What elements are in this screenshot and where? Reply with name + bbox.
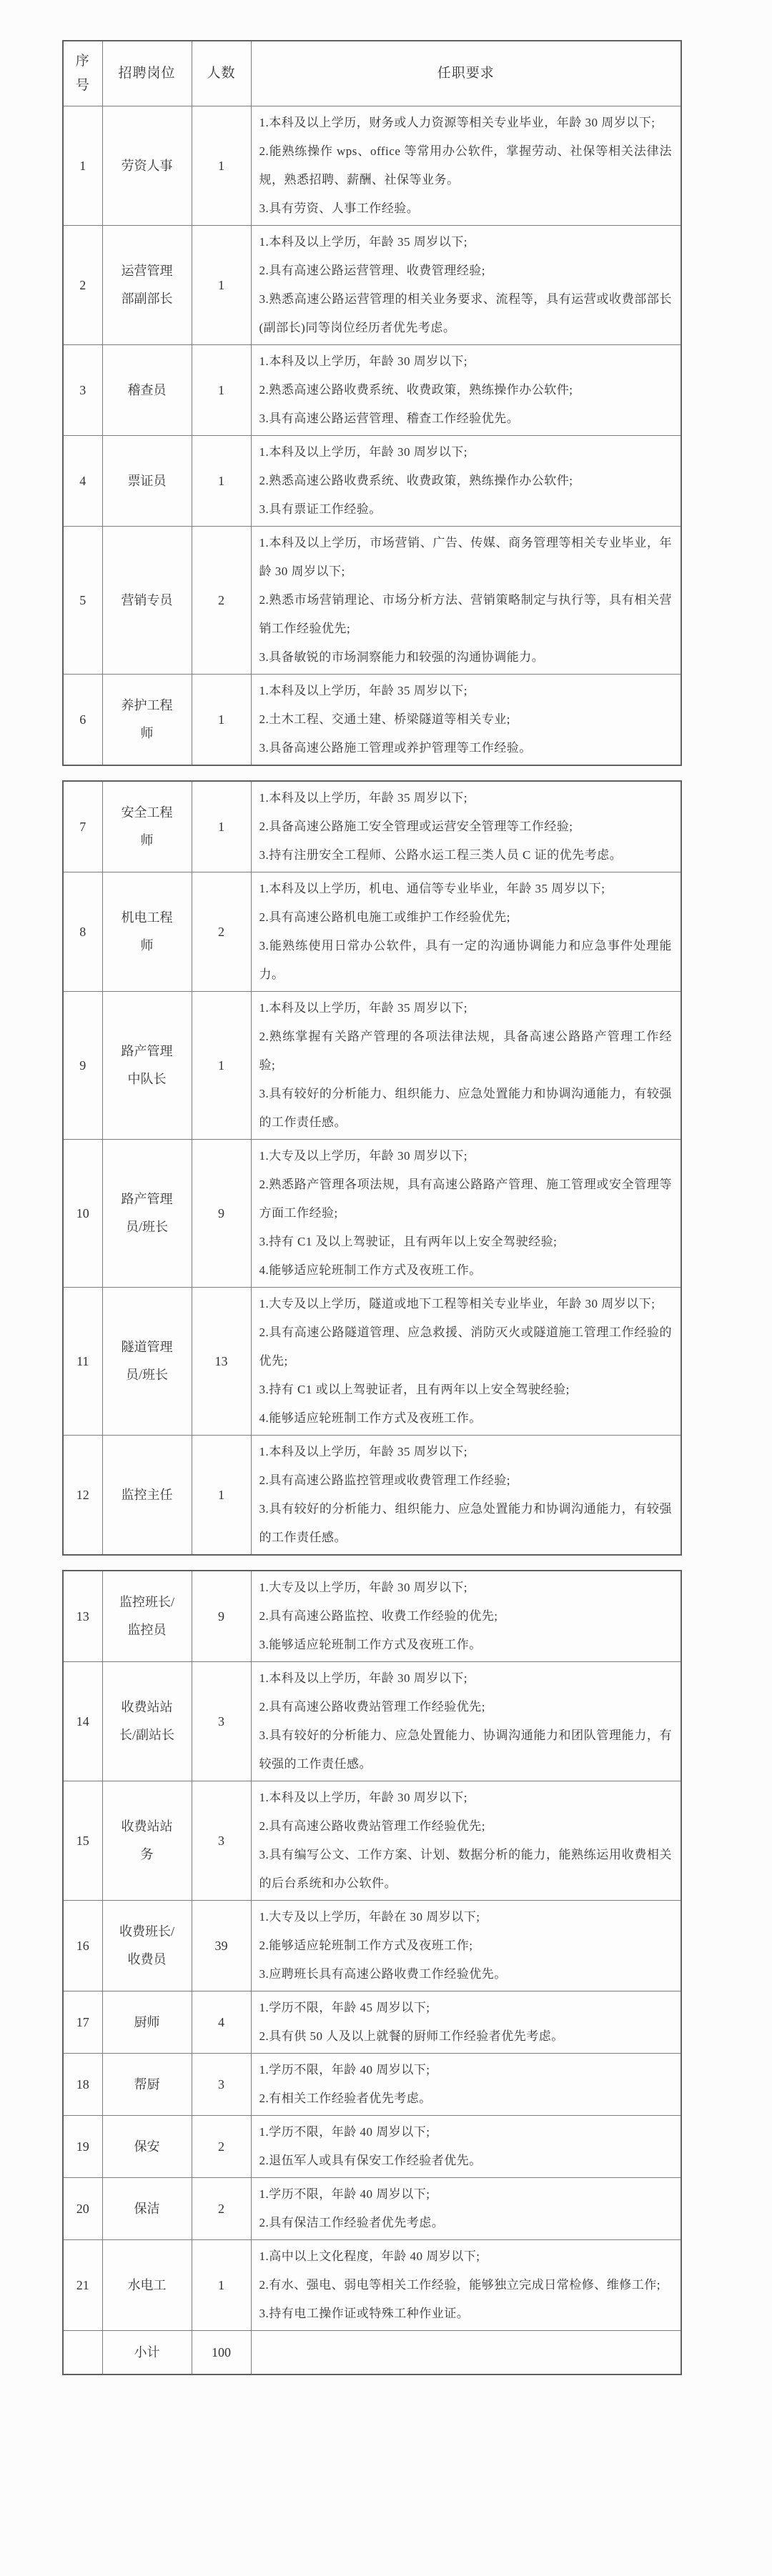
row-requirements-cell	[251, 675, 681, 766]
requirement-item: 4.能够适应轮班制工作方式及夜班工作。	[259, 1411, 482, 1425]
requirement-item: 1.学历不限，年龄 40 周岁以下;	[259, 2187, 430, 2201]
row-serial-number: 10	[63, 1140, 102, 1288]
requirement-item: 2.具有高速公路收费站管理工作经验优先;	[259, 1819, 485, 1833]
requirement-item: 1.本科及以上学历，年龄 35 周岁以下;	[259, 684, 467, 697]
row-position: 票证员	[102, 436, 192, 527]
row-headcount: 3	[192, 1781, 251, 1901]
requirement-item: 3.具备高速公路施工管理或养护管理等工作经验。	[259, 741, 532, 755]
row-requirements-cell	[251, 1436, 681, 1556]
row-requirements-cell	[251, 1288, 681, 1436]
requirement-item: 1.本科及以上学历，年龄 30 周岁以下;	[259, 1791, 467, 1804]
row-requirements-cell	[251, 2054, 681, 2116]
subtotal-label: 小计	[102, 2331, 192, 2375]
requirement-item: 2.具有供 50 人及以上就餐的厨师工作经验者优先考虑。	[259, 2029, 564, 2043]
requirement-item: 1.大专及以上学历，年龄 30 周岁以下;	[259, 1149, 467, 1163]
table-row	[63, 1901, 681, 1991]
row-headcount: 3	[192, 1662, 251, 1781]
row-requirements-cell	[251, 872, 681, 992]
requirement-item: 3.具有高速公路运营管理、稽查工作经验优先。	[259, 412, 520, 425]
table-header	[63, 41, 681, 106]
subtotal-row	[63, 2331, 681, 2375]
table-row	[63, 1662, 681, 1781]
requirement-item: 2.有水、强电、弱电等相关工作经验，能够独立完成日常检修、维修工作;	[259, 2278, 660, 2292]
row-serial-number: 9	[63, 992, 102, 1140]
row-position: 水电工	[102, 2240, 192, 2331]
requirement-item: 3.具有编写公文、工作方案、计划、数据分析的能力，能熟练运用收费相关的后台系统和办公软件。	[259, 1848, 672, 1890]
row-requirements-cell	[251, 1991, 681, 2054]
row-position: 保洁	[102, 2178, 192, 2240]
requirement-item: 2.具有高速公路收费站管理工作经验优先;	[259, 1700, 485, 1714]
table-row	[63, 675, 681, 766]
row-serial-number: 17	[63, 1991, 102, 2054]
requirement-item: 3.能熟练使用日常办公软件，具有一定的沟通协调能力和应急事件处理能力。	[259, 939, 672, 981]
table-body-section-1	[63, 106, 681, 766]
requirement-item: 1.本科及以上学历，年龄 35 周岁以下;	[259, 1001, 467, 1015]
row-serial-number: 2	[63, 226, 102, 345]
header-row	[63, 41, 681, 106]
row-requirements-cell	[251, 106, 681, 226]
row-position: 路产管理中队长	[102, 992, 192, 1140]
row-serial-number: 7	[63, 781, 102, 872]
requirement-item: 2.退伍军人或具有保安工作经验者优先。	[259, 2154, 482, 2167]
row-headcount: 2	[192, 2116, 251, 2178]
row-position: 帮厨	[102, 2054, 192, 2116]
requirement-item: 2.具有高速公路运营管理、收费管理经验;	[259, 264, 485, 277]
row-headcount: 9	[192, 1571, 251, 1662]
requirement-item: 2.有相关工作经验者优先考虑。	[259, 2092, 432, 2105]
row-position: 劳资人事	[102, 106, 192, 226]
requirement-item: 2.熟悉高速公路收费系统、收费政策，熟练操作办公软件;	[259, 383, 573, 397]
row-headcount: 39	[192, 1901, 251, 1991]
row-headcount: 1	[192, 1436, 251, 1556]
row-headcount: 1	[192, 345, 251, 436]
table-row	[63, 872, 681, 992]
row-position: 安全工程师	[102, 781, 192, 872]
requirement-item: 2.熟悉市场营销理论、市场分析方法、营销策略制定与执行等，具有相关营销工作经验优先;	[259, 593, 672, 635]
row-serial-number: 11	[63, 1288, 102, 1436]
table-row	[63, 1288, 681, 1436]
row-position: 稽查员	[102, 345, 192, 436]
requirement-item: 3.具有票证工作经验。	[259, 502, 382, 516]
requirement-item: 1.本科及以上学历，年龄 35 周岁以下;	[259, 235, 467, 249]
row-headcount: 1	[192, 675, 251, 766]
header-serial-number: 序号	[63, 41, 102, 106]
requirement-item: 1.本科及以上学历，年龄 30 周岁以下;	[259, 445, 467, 459]
table-row	[63, 1991, 681, 2054]
requirement-item: 1.本科及以上学历，年龄 35 周岁以下;	[259, 791, 467, 805]
header-requirements: 任职要求	[251, 41, 681, 106]
row-serial-number: 18	[63, 2054, 102, 2116]
requirement-item: 2.土木工程、交通土建、桥梁隧道等相关专业;	[259, 712, 510, 726]
requirement-item: 2.熟悉路产管理各项法规，具有高速公路路产管理、施工管理或安全管理等方面工作经验;	[259, 1178, 672, 1220]
requirement-item: 2.具有保洁工作经验者优先考虑。	[259, 2216, 445, 2229]
requirement-item: 1.本科及以上学历，财务或人力资源等相关专业毕业，年龄 30 周岁以下;	[259, 116, 655, 129]
row-serial-number: 15	[63, 1781, 102, 1901]
row-serial-number: 5	[63, 527, 102, 675]
row-position: 保安	[102, 2116, 192, 2178]
table-row	[63, 1140, 681, 1288]
row-headcount: 1	[192, 106, 251, 226]
requirement-item: 1.本科及以上学历，年龄 35 周岁以下;	[259, 1445, 467, 1458]
row-serial-number: 16	[63, 1901, 102, 1991]
row-headcount: 1	[192, 226, 251, 345]
requirement-item: 4.能够适应轮班制工作方式及夜班工作。	[259, 1263, 482, 1277]
table-row	[63, 1436, 681, 1556]
row-requirements-cell	[251, 345, 681, 436]
header-position: 招聘岗位	[102, 41, 192, 106]
row-position: 隧道管理员/班长	[102, 1288, 192, 1436]
requirement-item: 3.具有较好的分析能力、组织能力、应急处置能力和协调沟通能力，有较强的工作责任感。	[259, 1502, 672, 1544]
row-headcount: 13	[192, 1288, 251, 1436]
row-position: 监控班长/监控员	[102, 1571, 192, 1662]
row-requirements-cell	[251, 1901, 681, 1991]
requirement-item: 2.熟悉高速公路收费系统、收费政策，熟练操作办公软件;	[259, 474, 573, 487]
requirement-item: 3.持有注册安全工程师、公路水运工程三类人员 C 证的优先考虑。	[259, 848, 623, 862]
table-footer	[63, 2331, 681, 2375]
row-serial-number: 8	[63, 872, 102, 992]
requirement-item: 3.具有较好的分析能力、组织能力、应急处置能力和协调沟通能力，有较强的工作责任感。	[259, 1087, 672, 1129]
row-requirements-cell	[251, 1140, 681, 1288]
requirement-item: 1.大专及以上学历，隧道或地下工程等相关专业毕业，年龄 30 周岁以下;	[259, 1297, 655, 1311]
table-row	[63, 992, 681, 1140]
requirement-item: 3.持有 C1 或以上驾驶证者，且有两年以上安全驾驶经验;	[259, 1383, 570, 1396]
row-serial-number: 21	[63, 2240, 102, 2331]
table-row	[63, 527, 681, 675]
row-position: 养护工程师	[102, 675, 192, 766]
requirement-item: 2.具有高速公路监控管理或收费管理工作经验;	[259, 1473, 510, 1487]
row-requirements-cell	[251, 2240, 681, 2331]
requirement-item: 3.应聘班长具有高速公路收费工作经验优先。	[259, 1967, 507, 1981]
requirement-item: 1.大专及以上学历，年龄在 30 周岁以下;	[259, 1910, 480, 1924]
row-requirements-cell	[251, 527, 681, 675]
requirement-item: 2.能熟练操作 wps、office 等常用办公软件，掌握劳动、社保等相关法律法规，熟悉招聘、薪酬、社保等业务。	[259, 144, 672, 187]
requirement-item: 1.本科及以上学历，机电、通信等专业毕业，年龄 35 周岁以下;	[259, 882, 605, 895]
table-body-section-2	[63, 781, 681, 1555]
row-requirements-cell	[251, 436, 681, 527]
row-headcount: 9	[192, 1140, 251, 1288]
requirement-item: 3.持有 C1 及以上驾驶证，且有两年以上安全驾驶经验;	[259, 1235, 558, 1248]
row-position: 收费站站务	[102, 1781, 192, 1901]
table-body-section-3	[63, 1571, 681, 2331]
row-position: 运营管理部副部长	[102, 226, 192, 345]
row-serial-number: 12	[63, 1436, 102, 1556]
table-row	[63, 436, 681, 527]
table-row	[63, 106, 681, 226]
row-headcount: 1	[192, 781, 251, 872]
table-row	[63, 781, 681, 872]
requirement-item: 2.具有高速公路隧道管理、应急救援、消防灭火或隧道施工管理工作经验的优先;	[259, 1326, 672, 1368]
row-serial-number: 4	[63, 436, 102, 527]
table-row	[63, 2116, 681, 2178]
row-position: 收费站站长/副站长	[102, 1662, 192, 1781]
row-serial-number: 13	[63, 1571, 102, 1662]
row-requirements-cell	[251, 1781, 681, 1901]
subtotal-requirements-cell	[251, 2331, 681, 2375]
row-headcount: 3	[192, 2054, 251, 2116]
row-requirements-cell	[251, 781, 681, 872]
requirement-item: 3.具备敏锐的市场洞察能力和较强的沟通协调能力。	[259, 650, 545, 664]
header-headcount: 人数	[192, 41, 251, 106]
requirement-item: 2.能够适应轮班制工作方式及夜班工作;	[259, 1939, 473, 1952]
requirement-item: 1.大专及以上学历，年龄 30 周岁以下;	[259, 1581, 467, 1594]
row-requirements-cell	[251, 2178, 681, 2240]
job-table-part-3	[62, 1570, 682, 2375]
row-requirements-cell	[251, 1571, 681, 1662]
row-headcount: 1	[192, 992, 251, 1140]
requirement-item: 1.学历不限，年龄 40 周岁以下;	[259, 2125, 430, 2139]
requirement-item: 3.能够适应轮班制工作方式及夜班工作。	[259, 1638, 482, 1651]
row-serial-number: 1	[63, 106, 102, 226]
job-table-part-1	[62, 40, 682, 766]
row-position: 营销专员	[102, 527, 192, 675]
requirement-item: 1.学历不限，年龄 40 周岁以下;	[259, 2063, 430, 2077]
row-headcount: 4	[192, 1991, 251, 2054]
row-headcount: 1	[192, 436, 251, 527]
row-headcount: 2	[192, 872, 251, 992]
table-row	[63, 2240, 681, 2331]
row-position: 收费班长/收费员	[102, 1901, 192, 1991]
row-serial-number: 3	[63, 345, 102, 436]
requirement-item: 2.具备高速公路施工安全管理或运营安全管理等工作经验;	[259, 820, 573, 833]
row-position: 监控主任	[102, 1436, 192, 1556]
subtotal-serial-cell	[63, 2331, 102, 2375]
subtotal-headcount: 100	[192, 2331, 251, 2375]
requirement-item: 3.具有较好的分析能力、应急处置能力、协调沟通能力和团队管理能力，有较强的工作责任感。	[259, 1729, 672, 1771]
table-row	[63, 1571, 681, 1662]
row-position: 路产管理员/班长	[102, 1140, 192, 1288]
table-row	[63, 1781, 681, 1901]
job-table-part-2	[62, 780, 682, 1556]
requirement-item: 2.熟练掌握有关路产管理的各项法律法规，具备高速公路路产管理工作经验;	[259, 1030, 672, 1072]
row-headcount: 1	[192, 2240, 251, 2331]
row-requirements-cell	[251, 1662, 681, 1781]
row-requirements-cell	[251, 992, 681, 1140]
row-position: 机电工程师	[102, 872, 192, 992]
table-row	[63, 345, 681, 436]
row-headcount: 2	[192, 2178, 251, 2240]
requirement-item: 1.本科及以上学历，年龄 30 周岁以下;	[259, 354, 467, 368]
requirement-item: 2.具有高速公路机电施工或维护工作经验优先;	[259, 910, 510, 924]
requirement-item: 2.具有高速公路监控、收费工作经验的优先;	[259, 1609, 498, 1623]
requirement-item: 3.持有电工操作证或特殊工种作业证。	[259, 2307, 470, 2320]
table-row	[63, 226, 681, 345]
requirement-item: 1.学历不限，年龄 45 周岁以下;	[259, 2001, 430, 2014]
row-position: 厨师	[102, 1991, 192, 2054]
requirement-item: 3.熟悉高速公路运营管理的相关业务要求、流程等，具有运营或收费部部长(副部长)同等岗位经历者优先考虑。	[259, 292, 672, 334]
requirement-item: 3.具有劳资、人事工作经验。	[259, 202, 420, 215]
requirement-item: 1.本科及以上学历，市场营销、广告、传媒、商务管理等相关专业毕业，年龄 30 周岁以下;	[259, 536, 672, 578]
requirement-item: 1.本科及以上学历，年龄 30 周岁以下;	[259, 1671, 467, 1685]
row-serial-number: 20	[63, 2178, 102, 2240]
table-row	[63, 2054, 681, 2116]
table-row	[63, 2178, 681, 2240]
row-requirements-cell	[251, 226, 681, 345]
row-headcount: 2	[192, 527, 251, 675]
row-serial-number: 14	[63, 1662, 102, 1781]
row-serial-number: 19	[63, 2116, 102, 2178]
requirement-item: 1.高中以上文化程度，年龄 40 周岁以下;	[259, 2249, 480, 2263]
row-requirements-cell	[251, 2116, 681, 2178]
row-serial-number: 6	[63, 675, 102, 766]
